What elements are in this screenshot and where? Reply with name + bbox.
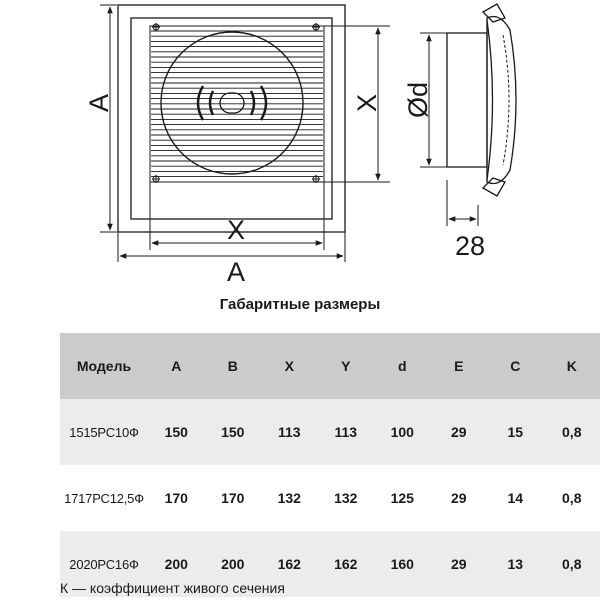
header-b: B [227, 358, 238, 374]
cell-b: 150 [221, 424, 245, 440]
technical-drawing [0, 0, 600, 290]
header-c: C [510, 358, 521, 374]
dimension-lines [100, 5, 478, 262]
louver-slats [151, 31, 323, 177]
cell-k: 0,8 [562, 490, 582, 506]
cell-e: 29 [450, 424, 467, 440]
header-e: E [454, 358, 464, 374]
dimensions-table [60, 333, 600, 597]
header-model: Модель [76, 358, 132, 374]
grille-front-view [118, 5, 345, 232]
header-y: Y [341, 358, 351, 374]
table-row [60, 399, 600, 465]
dim-label-x-vertical: X [352, 93, 382, 113]
cell-model: 1717РС12,5Ф [64, 490, 144, 506]
header-x: X [284, 358, 294, 374]
cell-y: 132 [334, 490, 358, 506]
dim-label-a-vertical: A [84, 93, 114, 113]
grille-side-view [447, 4, 516, 196]
cell-d: 100 [390, 424, 414, 440]
cell-x: 132 [277, 490, 301, 506]
cell-b: 200 [221, 556, 245, 572]
cell-c: 13 [507, 556, 524, 572]
cell-y: 113 [334, 424, 358, 440]
cell-x: 162 [277, 556, 301, 572]
cell-d: 125 [390, 490, 414, 506]
dim-label-diameter: Ød [403, 81, 433, 119]
dim-label-x-horizontal: X [226, 215, 246, 245]
cell-k: 0,8 [562, 556, 582, 572]
cell-c: 14 [507, 490, 524, 506]
header-k: K [566, 358, 577, 374]
cell-y: 162 [334, 556, 358, 572]
cell-e: 29 [450, 556, 467, 572]
cell-b: 170 [221, 490, 245, 506]
cell-k: 0,8 [562, 424, 582, 440]
cell-x: 113 [277, 424, 301, 440]
cell-a: 200 [164, 556, 188, 572]
cell-a: 170 [164, 490, 188, 506]
cell-model: 2020РС16Ф [69, 556, 139, 572]
table-row [60, 465, 600, 531]
cell-model: 1515РС10Ф [69, 424, 139, 440]
cell-c: 15 [507, 424, 524, 440]
header-d: d [397, 358, 407, 374]
cell-e: 29 [450, 490, 467, 506]
dim-label-depth: 28 [454, 231, 486, 261]
footnote: К — коэффициент живого сечения [60, 580, 285, 596]
header-a: A [171, 358, 182, 374]
table-header-row [60, 333, 600, 399]
section-title: Габаритные размеры [219, 296, 381, 313]
cell-d: 160 [390, 556, 414, 572]
dim-label-a-horizontal: A [226, 257, 246, 287]
cell-a: 150 [164, 424, 188, 440]
